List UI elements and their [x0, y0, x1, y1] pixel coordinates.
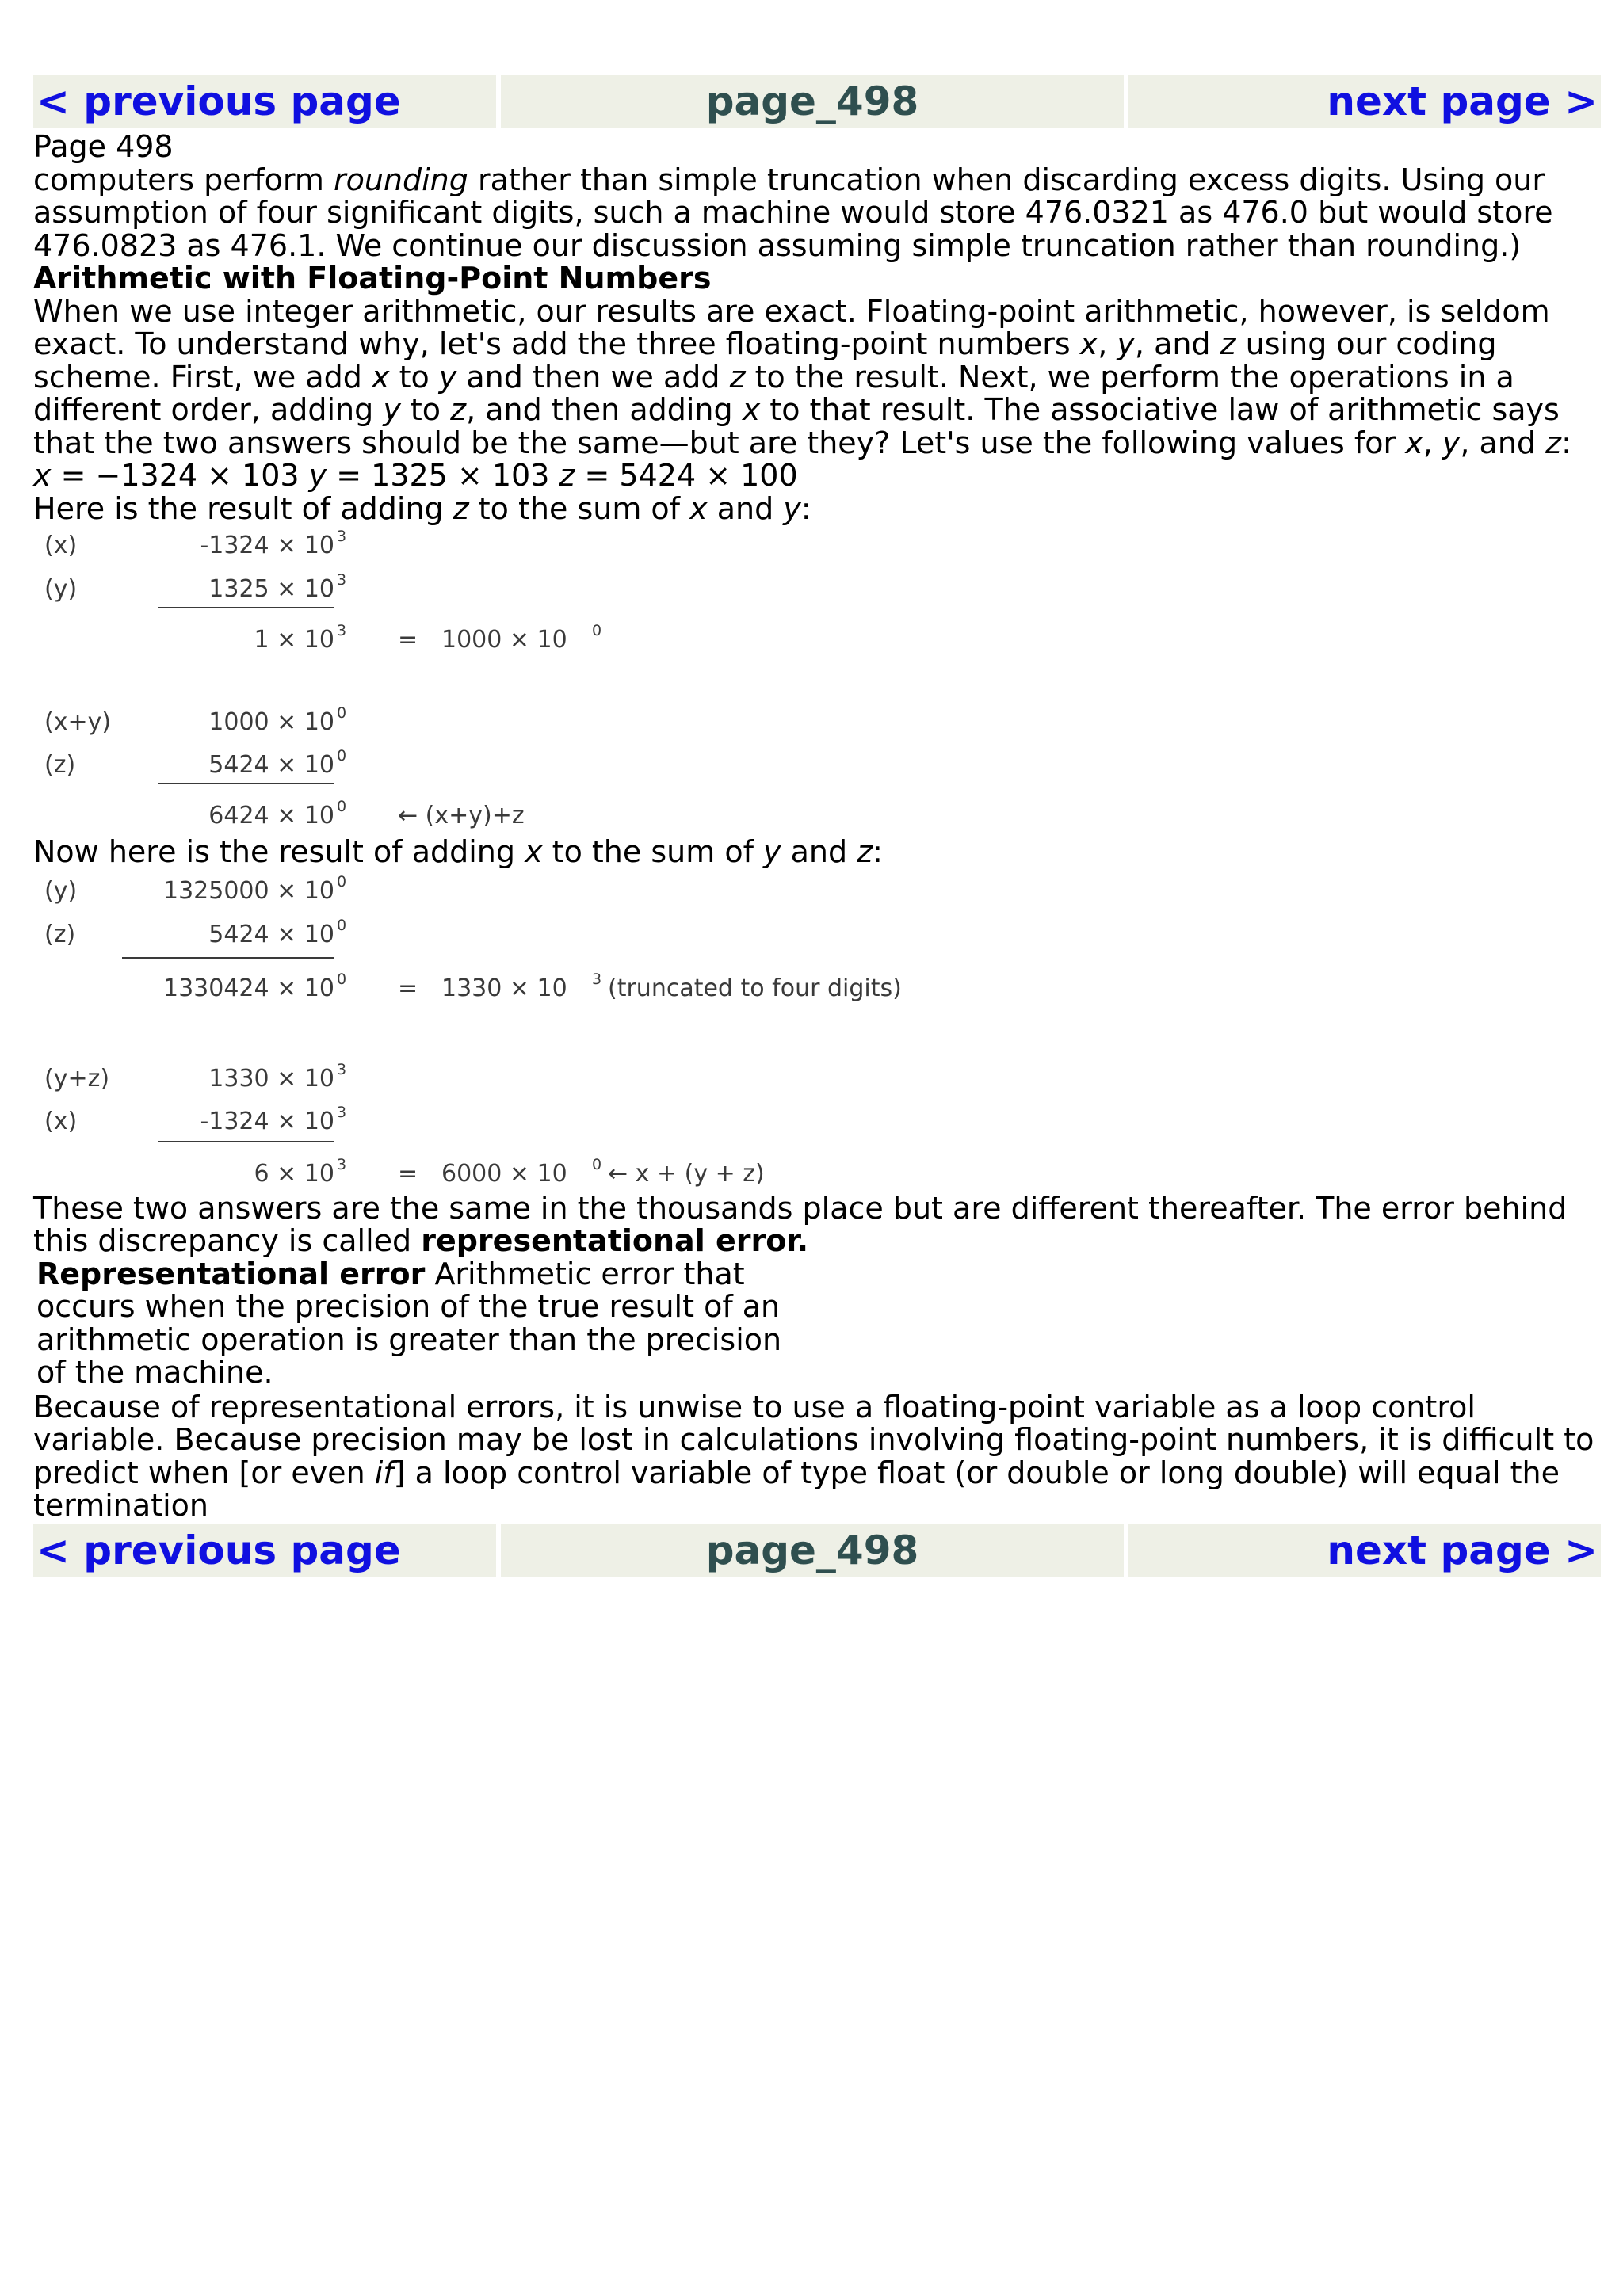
calc2-row2-exp: 0 [337, 916, 347, 934]
calc1-row1-exp: 3 [337, 528, 347, 545]
calculation-figure-1 [33, 525, 667, 836]
calc2-row3-exp: 0 [337, 970, 347, 988]
calc1-row1-label: (x) [44, 532, 78, 559]
calc2-row4-value: 1330 × 10 [208, 1064, 334, 1093]
calc1-row1-value: -1324 × 10 [200, 532, 334, 559]
calc2-row6-result: 6000 × 10 [441, 1159, 567, 1188]
calc2-row3-result: 1330 × 10 [441, 974, 567, 1002]
previous-page-link-bottom[interactable]: < previous page [33, 1524, 496, 1577]
calc1-row5-exp: 0 [337, 747, 347, 765]
calc2-row6-note: ← x + (y + z) [608, 1159, 765, 1188]
top-nav-bar [33, 75, 1601, 128]
calc1-row3-value: 1 × 10 [254, 626, 334, 654]
calc1-row4-label: (x+y) [44, 708, 112, 736]
definition-text: Arithmetic error that occurs when the precision of the true result of an arithmetic operation is greater than the precision of the machine. [36, 1256, 782, 1390]
calc2-row1-value: 1325000 × 10 [163, 876, 334, 905]
calc2-row3-result-exp: 3 [592, 970, 602, 988]
definition-box [36, 1258, 797, 1390]
calc2-row6-eq: = [398, 1159, 418, 1188]
calc1-row6-value: 6424 × 10 [208, 802, 334, 830]
page-content [33, 75, 1601, 1577]
calc1-row4-exp: 0 [337, 704, 347, 722]
calc2-row6-value: 6 × 10 [254, 1159, 334, 1188]
bottom-nav-bar [33, 1524, 1601, 1577]
calc1-row6-exp: 0 [337, 798, 347, 815]
previous-page-link[interactable]: < previous page [33, 75, 496, 128]
calc2-row6-result-exp: 0 [592, 1155, 602, 1173]
calc2-row3-value: 1330424 × 10 [163, 974, 334, 1002]
definition-term: Representational error [36, 1256, 426, 1291]
calc1-row4-value: 1000 × 10 [208, 708, 334, 736]
calc2-row4-label: (y+z) [44, 1064, 110, 1093]
calculation-figure-2 [33, 869, 984, 1192]
calc1-row3-result-exp: 0 [592, 622, 602, 639]
intro-second-calculation: Now here is the result of adding x to the sum of y and z: [33, 834, 883, 869]
calc2-row1-exp: 0 [337, 872, 347, 891]
page-label: page_498 [501, 75, 1124, 128]
section-heading: Arithmetic with Floating-Point Numbers [33, 261, 712, 296]
calc1-row3-exp: 3 [337, 622, 347, 639]
calc1-row5-label: (z) [44, 751, 76, 779]
paragraph-associative: When we use integer arithmetic, our results are exact. Floating-point arithmetic, however, is seldom exact. To understand why, let's add the three floating-point numbers x, y, and z using our coding scheme. First, we add x to y and then we add z to the result. Next, we perform the operations in a different order, adding y to z, and then adding x to that result. The associative law of arithmetic says that the two answers should be the same—but are they? Let's use the following values for x, y, and z: [33, 293, 1571, 460]
calc1-row2-value: 1325 × 10 [208, 575, 334, 603]
page-label-bottom: page_498 [501, 1524, 1124, 1577]
calc1-row5-value: 5424 × 10 [208, 751, 334, 779]
next-page-link[interactable]: next page > [1128, 75, 1601, 128]
calc2-row3-eq: = [398, 974, 418, 1002]
calc2-row3-note: (truncated to four digits) [608, 974, 902, 1002]
calc2-row6-exp: 3 [337, 1155, 347, 1173]
calc1-row2-label: (y) [44, 575, 78, 603]
calc2-row2-label: (z) [44, 920, 76, 948]
calc1-row6-note: ← (x+y)+z [398, 802, 525, 830]
page-number-line: Page 498 [33, 129, 174, 164]
paragraph-loop-control: Because of representational errors, it is unwise to use a floating-point variable as a loop control variable. Because precision may be lost in calculations involving floating-point numbers, it is difficult to predict when [or even if] a loop control variable of type float (or double or long double) will equal the termination [33, 1389, 1594, 1523]
calc2-row5-value: -1324 × 10 [200, 1107, 334, 1135]
calc2-row4-exp: 3 [337, 1060, 347, 1078]
next-page-link-bottom[interactable]: next page > [1128, 1524, 1601, 1577]
paragraph-rounding: computers perform rounding rather than simple truncation when discarding excess digits. Using our assumption of four significant digits, such a machine would store 476.0321 as 476.0 but would store 476.0823 as 476.1. We continue our discussion assuming simple truncation rather than rounding.) [33, 162, 1553, 263]
calc2-row2-value: 5424 × 10 [208, 920, 334, 948]
calc2-row5-label: (x) [44, 1107, 78, 1135]
calc2-row1-label: (y) [44, 876, 78, 905]
calc1-row3-result: 1000 × 10 [441, 626, 567, 654]
calc1-row3-eq: = [398, 626, 418, 654]
calc2-row5-exp: 3 [337, 1103, 347, 1121]
calc1-row2-exp: 3 [337, 571, 347, 589]
values-line: x = −1324 × 103 y = 1325 × 103 z = 5424 × 100 [33, 458, 798, 493]
paragraph-discrepancy: These two answers are the same in the thousands place but are different thereafter. The error behind this discrepancy is called representational error. [33, 1190, 1568, 1258]
intro-first-calculation: Here is the result of adding z to the sum of x and y: [33, 490, 812, 526]
